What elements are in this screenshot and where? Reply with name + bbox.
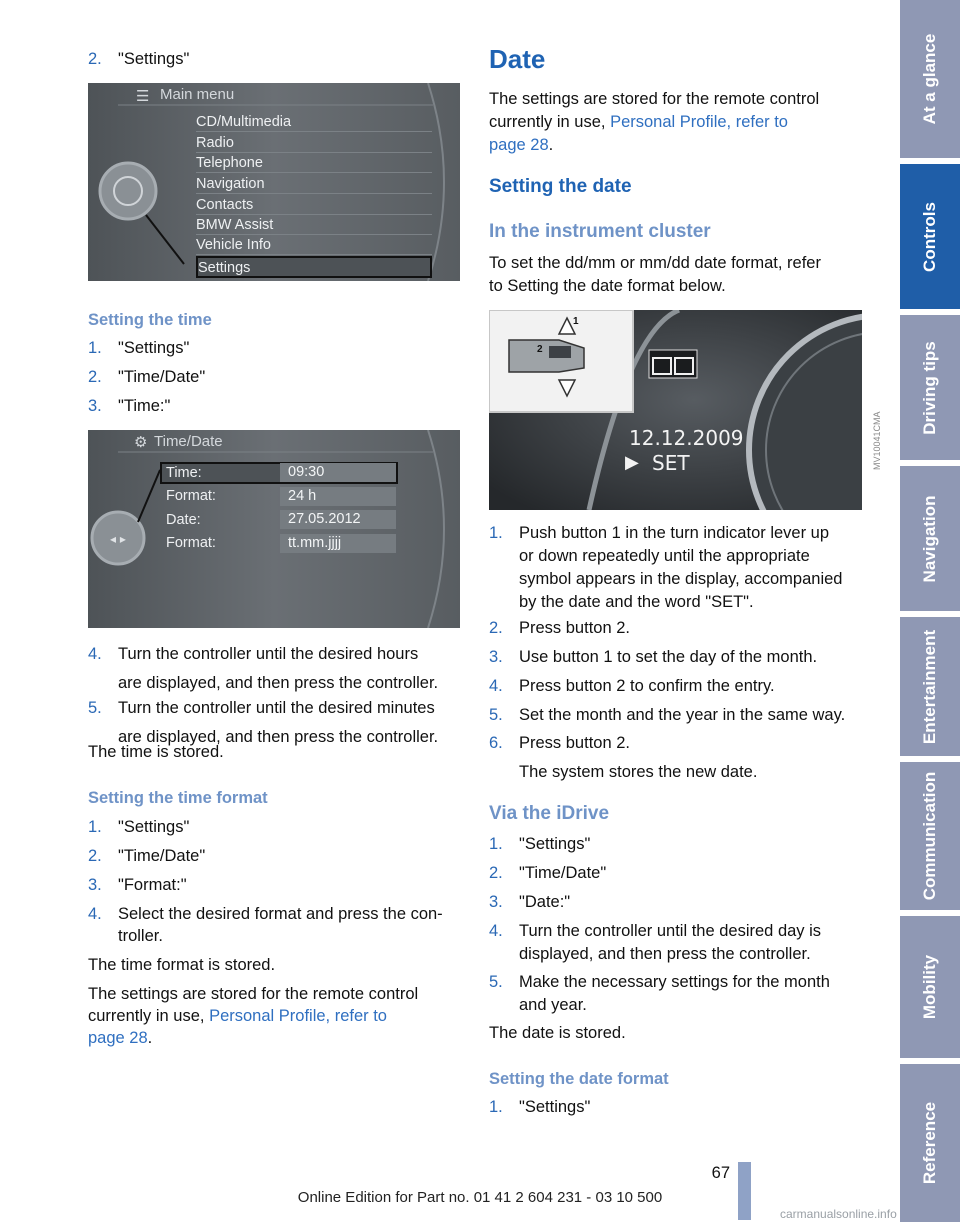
screen-title: Main menu [160,86,235,103]
subsection-heading: In the instrument cluster [489,221,711,242]
tab-mobility[interactable]: Mobility [900,916,960,1058]
paragraph: The time is stored. [88,743,224,761]
time-date-screenshot [88,430,460,628]
play-arrow-icon: ▶ [625,452,639,472]
paragraph: To set the dd/mm or mm/dd date format, refer [489,254,821,272]
screen-title: Time/Date [154,433,223,450]
tab-controls[interactable]: Controls [900,164,960,309]
paragraph: page 28. [489,136,554,154]
row-value-format: 24 h [280,487,396,506]
gear-icon: ⚙ [134,434,148,451]
instrument-cluster-image [489,310,862,510]
callout-1: 1 [573,316,579,327]
heading-date-format: Setting the date format [489,1070,669,1088]
display-date: 12.12.2009 [629,426,744,450]
row-value-date-format: tt.mm.jjjj [280,534,396,553]
row-label-date: Date: [166,512,201,528]
callout-2: 2 [537,344,543,355]
screen-frame-graphic [88,430,460,628]
svg-text:◂ ▸: ◂ ▸ [110,532,126,546]
page-number: 67 [711,1164,730,1182]
paragraph: currently in use, Personal Profile, refer to [88,1007,387,1025]
paragraph: to Setting the date format below. [489,277,726,295]
image-code: MV10041CMA [872,411,882,470]
main-menu-screenshot [88,83,460,281]
paragraph: The settings are stored for the remote control [489,90,820,108]
menu-item-radio: Radio [196,133,432,153]
menu-item-cd-multimedia: CD/Multimedia [196,112,432,132]
display-set: SET [652,451,690,475]
section-heading: Setting the date [489,176,632,197]
tab-reference[interactable]: Reference [900,1064,960,1222]
heading-time-format: Setting the time format [88,789,268,807]
tab-at-a-glance[interactable]: At a glance [900,0,960,158]
heading-setting-time: Setting the time [88,311,212,329]
watermark: carmanualsonline.info [780,1207,897,1221]
cluster-graphic [489,310,862,510]
paragraph: currently in use, Personal Profile, refer to [489,113,788,131]
menu-item-bmw-assist: BMW Assist [196,215,432,235]
menu-item-contacts: Contacts [196,195,432,215]
tab-communication[interactable]: Communication [900,762,960,910]
row-label-time: Time: [166,465,202,481]
paragraph: The settings are stored for the remote control [88,985,419,1003]
menu-icon: ☰ [136,88,150,105]
tab-entertainment[interactable]: Entertainment [900,617,960,756]
row-value-date: 27.05.2012 [280,510,396,529]
row-label-date-format: Format: [166,535,216,551]
link-page-28[interactable]: page 28 [489,136,549,154]
menu-item-telephone: Telephone [196,153,432,173]
row-label-format: Format: [166,488,216,504]
menu-item-vehicle-info: Vehicle Info [196,235,432,255]
footer-edition: Online Edition for Part no. 01 41 2 604 231 - 03 10 500 [297,1189,663,1206]
link-personal-profile[interactable]: Personal Profile, refer to [209,1007,387,1025]
tab-driving-tips[interactable]: Driving tips [900,315,960,460]
menu-item-settings-selected: Settings [196,256,432,278]
page-title: Date [489,44,546,74]
subsection-heading: Via the iDrive [489,803,610,824]
paragraph: The time format is stored. [88,956,276,974]
link-personal-profile[interactable]: Personal Profile, refer to [610,113,788,131]
menu-item-navigation: Navigation [196,174,432,194]
tab-navigation[interactable]: Navigation [900,466,960,611]
row-value-time: 09:30 [280,463,396,482]
link-page-28[interactable]: page 28 [88,1029,148,1047]
paragraph: page 28. [88,1029,153,1047]
paragraph: The date is stored. [489,1024,626,1042]
